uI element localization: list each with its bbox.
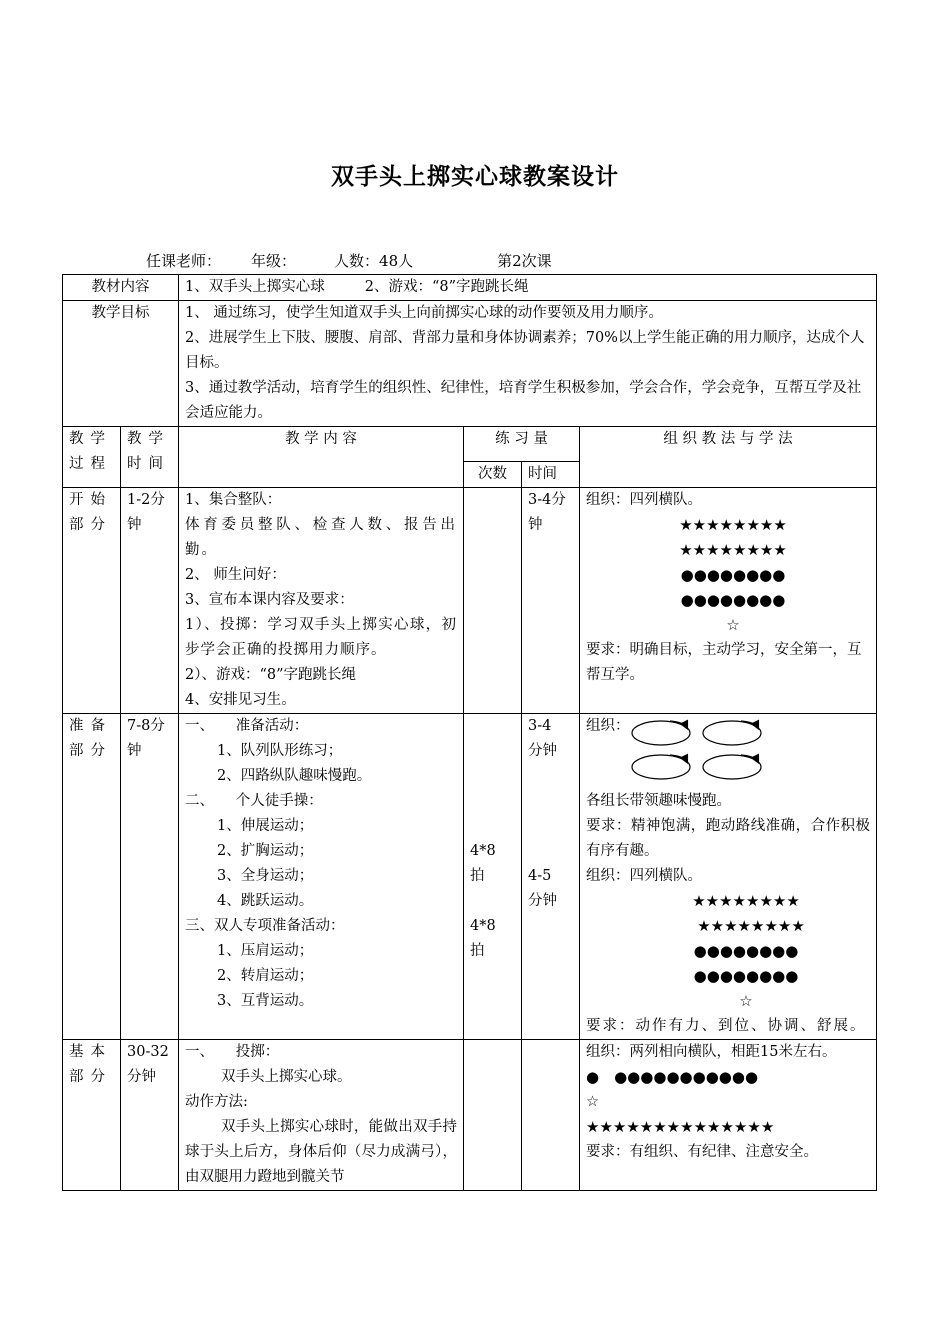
prep-count [464, 714, 522, 1040]
prep-count-2: 4*8拍 [470, 918, 496, 959]
prep-time: 7-8分钟 [121, 714, 179, 1040]
lesson-plan-table [62, 274, 877, 1191]
grade-label: 年级： [251, 252, 297, 270]
header-method: 组 织 教 法 与 学 法 [580, 427, 877, 488]
prep-method [580, 714, 877, 1040]
material-label: 教材内容 [63, 275, 179, 301]
prep-count-1: 4*8拍 [470, 843, 496, 884]
basic-method [580, 1040, 877, 1191]
goal-2: 2、进展学生上下肢、腰腹、肩部、背部力量和身体协调素养；70%以上学生能正确的用力顺序，达成个人目标。 [185, 330, 865, 371]
formation-row: ★★★★★★★★ [679, 516, 787, 534]
class-info [146, 250, 552, 271]
page-title: 双手头上掷实心球教案设计 [331, 163, 619, 190]
content-line: 一、 准备活动： [185, 718, 309, 734]
header-time: 教学时间 [121, 427, 179, 488]
start-name: 开始部分 [63, 488, 121, 714]
goals-row [63, 301, 877, 427]
org-text: 组织：四列横队。 [586, 868, 702, 884]
start-content [179, 488, 464, 714]
requirement-text: 要求：明确目标，主动学习，安全第一，互帮互学。 [586, 642, 862, 683]
material-item-1: 1、双手头上掷实心球 [185, 279, 325, 295]
content-line: 一、 投掷： [185, 1044, 280, 1060]
header-process: 教学过程 [63, 427, 121, 488]
prep-duration-2: 4-5分钟 [528, 868, 557, 909]
org-text: 组织： [586, 718, 630, 734]
content-line: 3、全身运动； [217, 868, 314, 884]
goal-1: 1、 通过练习，使学生知道双手头上向前掷实心球的动作要领及用力顺序。 [185, 305, 663, 321]
jog-diagram [586, 714, 870, 789]
material-content [179, 275, 877, 301]
start-duration: 3-4分钟 [522, 488, 580, 714]
formation-row: ★★★★★★★★★★★★★★ [586, 1118, 775, 1136]
material-row [63, 275, 877, 301]
basic-count [464, 1040, 522, 1191]
student-count: 人数：48人 [334, 252, 414, 270]
formation-row: ★★★★★★★★ [679, 541, 787, 559]
teacher-label: 任课老师： [146, 252, 222, 270]
start-count [464, 488, 522, 714]
content-line: 3、互背运动。 [217, 993, 314, 1009]
teacher-marker: ☆ [586, 1094, 599, 1110]
goals-content [179, 301, 877, 427]
material-item-2: 2、游戏：“8”字跑跳长绳 [364, 279, 529, 295]
content-line: 双手头上掷实心球时，能做出双手持球于头上后方，身体后仰（尽力成满弓），由双腿用力蹬地到髋关节 [185, 1119, 457, 1185]
goal-3: 3、通过教学活动，培育学生的组织性、纪律性，培育学生积极参加，学会合作，学会竞争，互帮互学及社会适应能力。 [185, 380, 862, 421]
content-line: 2、四路纵队趣味慢跑。 [217, 768, 372, 784]
content-line: 二、 个人徒手操： [185, 793, 323, 809]
content-line: 双手头上掷实心球。 [221, 1069, 352, 1085]
content-line: 2）、游戏：“8”字跑跳长绳 [185, 667, 357, 683]
formation-row: ★★★★★★★★ [697, 917, 805, 935]
content-line: 2、扩胸运动； [217, 843, 314, 859]
teacher-marker: ☆ [726, 616, 740, 634]
formation-diagram [586, 513, 870, 638]
formation-row: ●●●●●●●● [680, 591, 786, 609]
goals-label: 教学目标 [63, 301, 179, 427]
header-load: 练 习 量 [464, 427, 580, 462]
content-line: 2、 师生问好： [185, 567, 286, 583]
requirement-text: 要求：精神饱满，跑动路线准确，合作积极有序有趣。 [586, 818, 871, 859]
start-time: 1-2分钟 [121, 488, 179, 714]
header-content: 教 学 内 容 [179, 427, 464, 488]
basic-name: 基本部分 [63, 1040, 121, 1191]
content-line: 4、跳跃运动。 [217, 893, 314, 909]
prep-duration [522, 714, 580, 1040]
content-line: 1）、投掷：学习双手头上掷实心球，初步学会正确的投掷用力顺序。 [185, 617, 457, 658]
content-line: 体育委员整队、检查人数、报告出勤。 [185, 517, 457, 558]
requirement-text: 要求：有组织、有纪律、注意安全。 [586, 1144, 818, 1160]
org-text: 组织：四列横队。 [586, 492, 702, 508]
jog-text: 各组长带领趣味慢跑。 [586, 793, 731, 809]
prep-row [63, 714, 877, 1040]
formation-row: ● ●●●●●●●●●●● [586, 1068, 759, 1086]
content-line: 1、伸展运动； [217, 818, 314, 834]
content-line: 3、宣布本课内容及要求： [185, 592, 354, 608]
prep-content [179, 714, 464, 1040]
content-line: 2、转肩运动； [217, 968, 314, 984]
formation-diagram [586, 889, 870, 1014]
formation-row: ●●●●●●●● [693, 942, 799, 960]
start-row [63, 488, 877, 714]
content-line: 1、压肩运动； [217, 943, 314, 959]
basic-time: 30-32分钟 [121, 1040, 179, 1191]
basic-row [63, 1040, 877, 1191]
header-count: 次数 [464, 462, 522, 488]
teacher-marker: ☆ [739, 992, 753, 1010]
formation-row: ●●●●●●●● [693, 967, 799, 985]
content-line: 1、队列队形练习； [217, 743, 343, 759]
content-line: 4、安排见习生。 [185, 692, 296, 708]
basic-duration [522, 1040, 580, 1191]
content-line: 1、集合整队： [185, 492, 282, 508]
requirement-text: 要求：动作有力、到位、协调、舒展。 [586, 1018, 867, 1034]
org-text: 组织：两列相向横队，相距15米左右。 [586, 1044, 837, 1060]
formation-row: ★★★★★★★★ [692, 892, 800, 910]
header-duration: 时间 [522, 462, 580, 488]
header-row [63, 427, 877, 462]
lesson-number: 第2次课 [497, 252, 552, 270]
basic-content [179, 1040, 464, 1191]
prep-duration-1: 3-4分钟 [528, 718, 557, 759]
start-method [580, 488, 877, 714]
content-line: 动作方法: [185, 1094, 248, 1110]
prep-name: 准备部分 [63, 714, 121, 1040]
oval-track-diagram [630, 714, 770, 786]
content-line: 三、双人专项准备活动： [185, 918, 345, 934]
formation-row: ●●●●●●●● [680, 566, 786, 584]
